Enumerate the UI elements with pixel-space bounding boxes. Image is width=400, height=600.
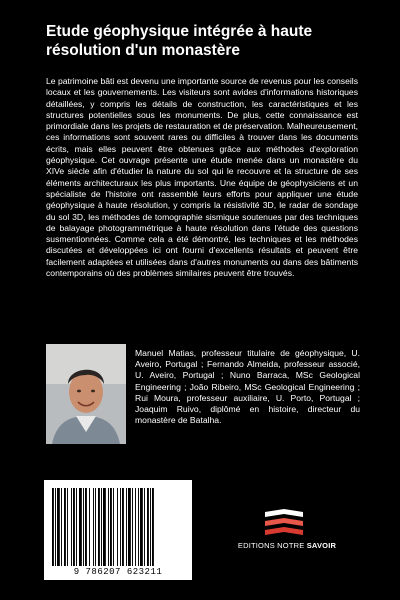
- isbn-digits: 9 786207 623211: [73, 567, 163, 577]
- author-biography: Manuel Matias, professeur titulaire de géophysique, U. Aveiro, Portugal ; Fernando Almeida, professeur associé, U. Aveiro, Portugal ; Nuno Barraca, MSc Geological Engineering ; João Ribeiro, MSc Geological Engineering ; Rui Moura, professeur auxiliaire, U. Porto, Portugal ; Joaquim Ruivo, diplômé en histoire, directeur du monastère de Batalha.: [135, 348, 360, 426]
- publisher-name: [232, 541, 342, 550]
- publisher-name-bold: SAVOIR: [306, 541, 337, 550]
- publisher-logo-icon: [263, 507, 305, 537]
- person-portrait-icon: [46, 344, 126, 444]
- author-photo: [46, 344, 126, 444]
- book-title: Etude géophysique intégrée à haute résolution d'un monastère: [46, 23, 313, 59]
- book-summary: Le patrimoine bâti est devenu une importante source de revenus pour les conseils locaux et les gouvernements. Les visiteurs sont avides d'informations historiques détaillées, y compris les détails de construction, les caractéristiques et les structures potentielles sous les monuments. De plus, cette connaissance est primordiale dans les projets de restauration et de préservation. Malheureusement, ces informations sont souvent rares ou difficiles à trouver dans les documents écrits, mais elles peuvent être obtenues grâce aux méthodes d'exploration géophysique. Cet ouvrage présente une étude menée dans un monastère du XIVe siècle afin d'étudier la nature du sol qui le recouvre et la structure de ses éléments architecturaux les plus importants. Une équipe de géophysiciens et un spécialiste de l'histoire ont rassemblé leurs efforts pour appliquer une étude géophysique à haute résolution, y compris la résistivité 3D, le radar de sondage du sol 3D, les méthodes de tomographie sismique soutenues par des techniques de balayage photogrammétrique à haute résolution dans l'étude des questions susmentionnées. Comme cela a été démontré, les techniques et les méthodes discutées et développées ici ont fourni d'excellents résultats et peuvent être facilement adaptées et utilisées dans d'autres monuments ou dans des bâtiments contemporains où des problèmes similaires peuvent être trouvés.: [46, 76, 358, 279]
- barcode-icon: [52, 488, 184, 566]
- isbn-barcode: [44, 480, 192, 580]
- publisher-name-regular: EDITIONS NOTRE: [237, 541, 307, 550]
